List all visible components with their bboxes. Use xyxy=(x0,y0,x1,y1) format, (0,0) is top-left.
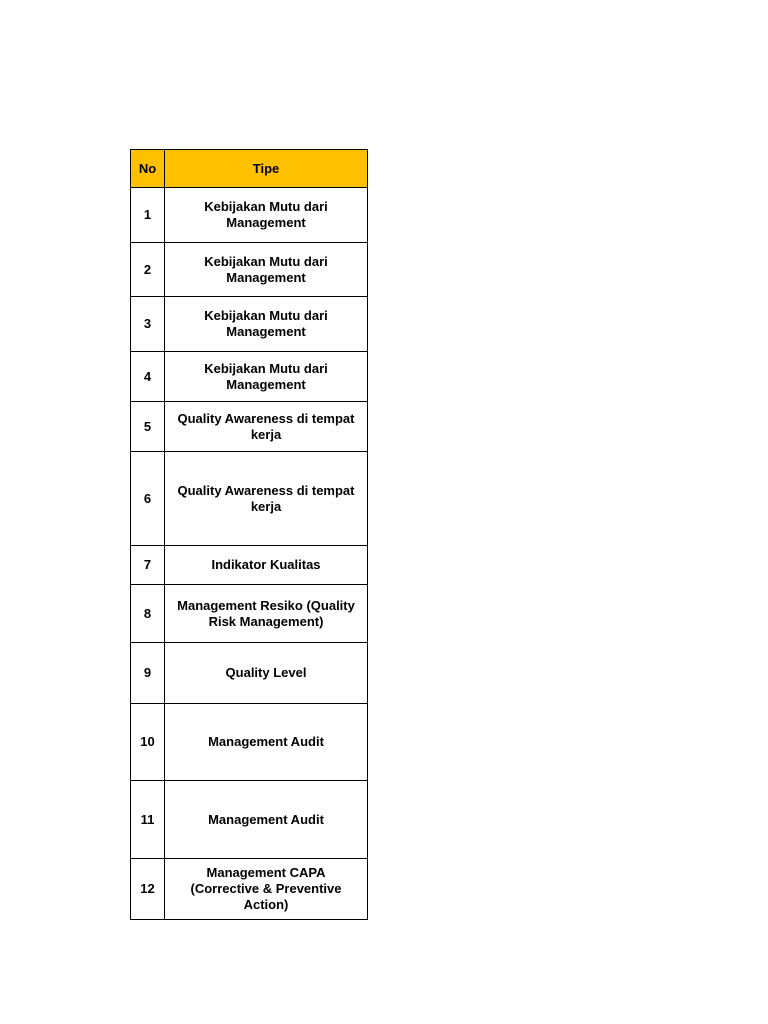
row-no: 10 xyxy=(131,704,165,781)
row-tipe: Indikator Kualitas xyxy=(165,546,368,585)
row-no: 2 xyxy=(131,243,165,297)
row-no: 7 xyxy=(131,546,165,585)
row-tipe: Management Audit xyxy=(165,704,368,781)
header-row xyxy=(131,150,368,188)
table-body xyxy=(131,188,368,920)
table-row xyxy=(131,546,368,585)
table-row xyxy=(131,352,368,402)
row-no: 3 xyxy=(131,297,165,352)
table-row xyxy=(131,585,368,643)
row-tipe: Kebijakan Mutu dari Management xyxy=(165,243,368,297)
row-tipe: Quality Awareness di tempat kerja xyxy=(165,402,368,452)
row-tipe: Kebijakan Mutu dari Management xyxy=(165,352,368,402)
row-tipe: Quality Level xyxy=(165,643,368,704)
table-row xyxy=(131,402,368,452)
row-no: 11 xyxy=(131,781,165,859)
row-tipe: Quality Awareness di tempat kerja xyxy=(165,452,368,546)
row-tipe: Kebijakan Mutu dari Management xyxy=(165,188,368,243)
row-tipe: Management Audit xyxy=(165,781,368,859)
table-row xyxy=(131,859,368,920)
row-no: 8 xyxy=(131,585,165,643)
table-row xyxy=(131,781,368,859)
table-row xyxy=(131,704,368,781)
row-no: 1 xyxy=(131,188,165,243)
row-no: 6 xyxy=(131,452,165,546)
table-row xyxy=(131,188,368,243)
tipe-table xyxy=(130,149,368,920)
table-header xyxy=(131,150,368,188)
table-row xyxy=(131,243,368,297)
row-tipe: Kebijakan Mutu dari Management xyxy=(165,297,368,352)
row-tipe: Management CAPA (Corrective & Preventive Action) xyxy=(165,859,368,920)
row-no: 4 xyxy=(131,352,165,402)
row-no: 9 xyxy=(131,643,165,704)
header-no: No xyxy=(131,150,165,188)
row-no: 5 xyxy=(131,402,165,452)
table-row xyxy=(131,643,368,704)
table-row xyxy=(131,452,368,546)
header-tipe: Tipe xyxy=(165,150,368,188)
row-no: 12 xyxy=(131,859,165,920)
table-row xyxy=(131,297,368,352)
row-tipe: Management Resiko (Quality Risk Management) xyxy=(165,585,368,643)
